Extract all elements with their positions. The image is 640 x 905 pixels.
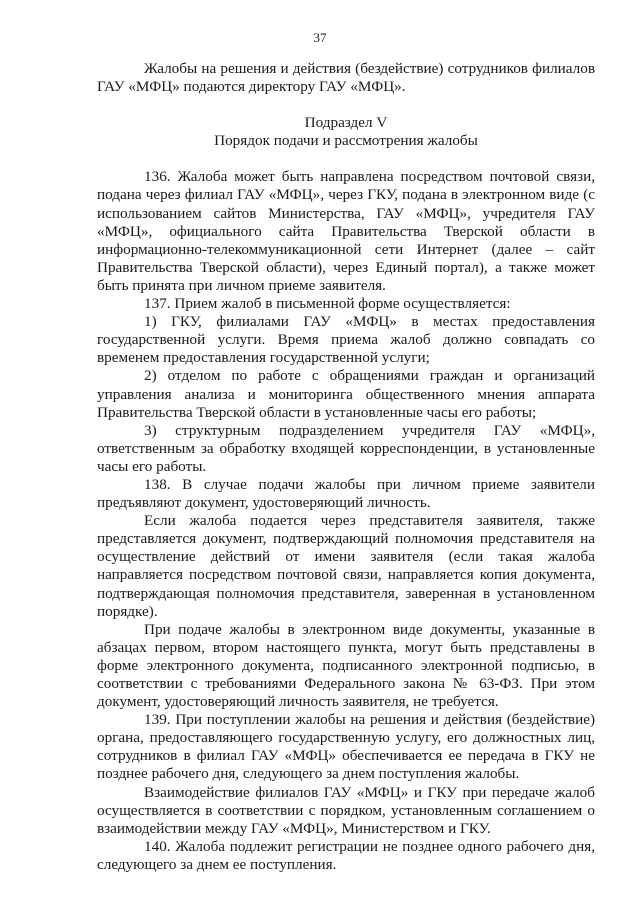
paragraph-139: 139. При поступлении жалобы на решения и действия (бездействие) органа, предоставляющего государственную услугу, его должностных лиц, сотрудников в филиал ГАУ «МФЦ» обеспечивается ее передача в ГКУ не позднее рабочего дня, следующего за днем поступления жалобы.	[97, 711, 595, 783]
paragraph-137-item-2: 2) отделом по работе с обращениями граждан и организаций управления анализа и мониторинга общественного мнения аппарата Правительства Тверской области в установленные часы его работы;	[97, 367, 595, 421]
paragraph-139-interaction: Взаимодействие филиалов ГАУ «МФЦ» и ГКУ при передаче жалоб осуществляется в соответствии с порядком, установленным соглашением о взаимодействии между ГАУ «МФЦ», Министерством и ГКУ.	[97, 783, 595, 837]
paragraph-138: 138. В случае подачи жалобы при личном приеме заявители предъявляют документ, удостоверяющий личность.	[97, 475, 595, 512]
subsection-number: Подраздел V	[304, 114, 388, 132]
paragraph-138-electronic: При подаче жалобы в электронном виде документы, указанные в абзацах первом, втором настоящего пункта, могут быть представлены в форме электронного документа, подписанного электронной подписью, в соответствии с требованиями Федерального закона № 63-ФЗ. При этом документ, удостоверяющий личность заявителя, не требуется.	[97, 620, 595, 711]
paragraph-137-item-1: 1) ГКУ, филиалами ГАУ «МФЦ» в местах предоставления государственной услуги. Время приема жалоб должно совпадать со временем предоставления государственной услуги;	[97, 313, 595, 367]
page-number: 37	[313, 30, 327, 45]
paragraph-intro: Жалобы на решения и действия (бездействие) сотрудников филиалов ГАУ «МФЦ» подаются директору ГАУ «МФЦ».	[97, 60, 595, 96]
paragraph-137-item-3: 3) структурным подразделением учредителя ГАУ «МФЦ», ответственным за обработку входящей корреспонденции, в установленные часы его работы.	[97, 421, 595, 475]
paragraph-140: 140. Жалоба подлежит регистрации не позднее одного рабочего дня, следующего за днем ее поступления.	[97, 837, 595, 873]
paragraph-136: 136. Жалоба может быть направлена посредством почтовой связи, подана через филиал ГАУ «МФЦ», через ГКУ, подана в электронном виде (с использованием сайтов Министерства, ГАУ «МФЦ», учредителя ГАУ «МФЦ», официального сайта Правительства Тверской области в информационно-телекоммуникационной сети Интернет (далее – сайт Правительства Тверской области), через Единый портал), а также может быть принята при личном приеме заявителя.	[97, 168, 595, 294]
document-body	[97, 60, 595, 874]
subsection-title: Порядок подачи и рассмотрения жалобы	[214, 132, 478, 150]
paragraph-138-representative: Если жалоба подается через представителя заявителя, также представляется документ, подтверждающий полномочия представителя на осуществление действий от имени заявителя (если такая жалоба направляется посредством почтовой связи, направляется копия документа, подтверждающая полномочия представителя, заверенная в установленном порядке).	[97, 512, 595, 620]
paragraph-137: 137. Прием жалоб в письменной форме осуществляется:	[144, 295, 511, 313]
